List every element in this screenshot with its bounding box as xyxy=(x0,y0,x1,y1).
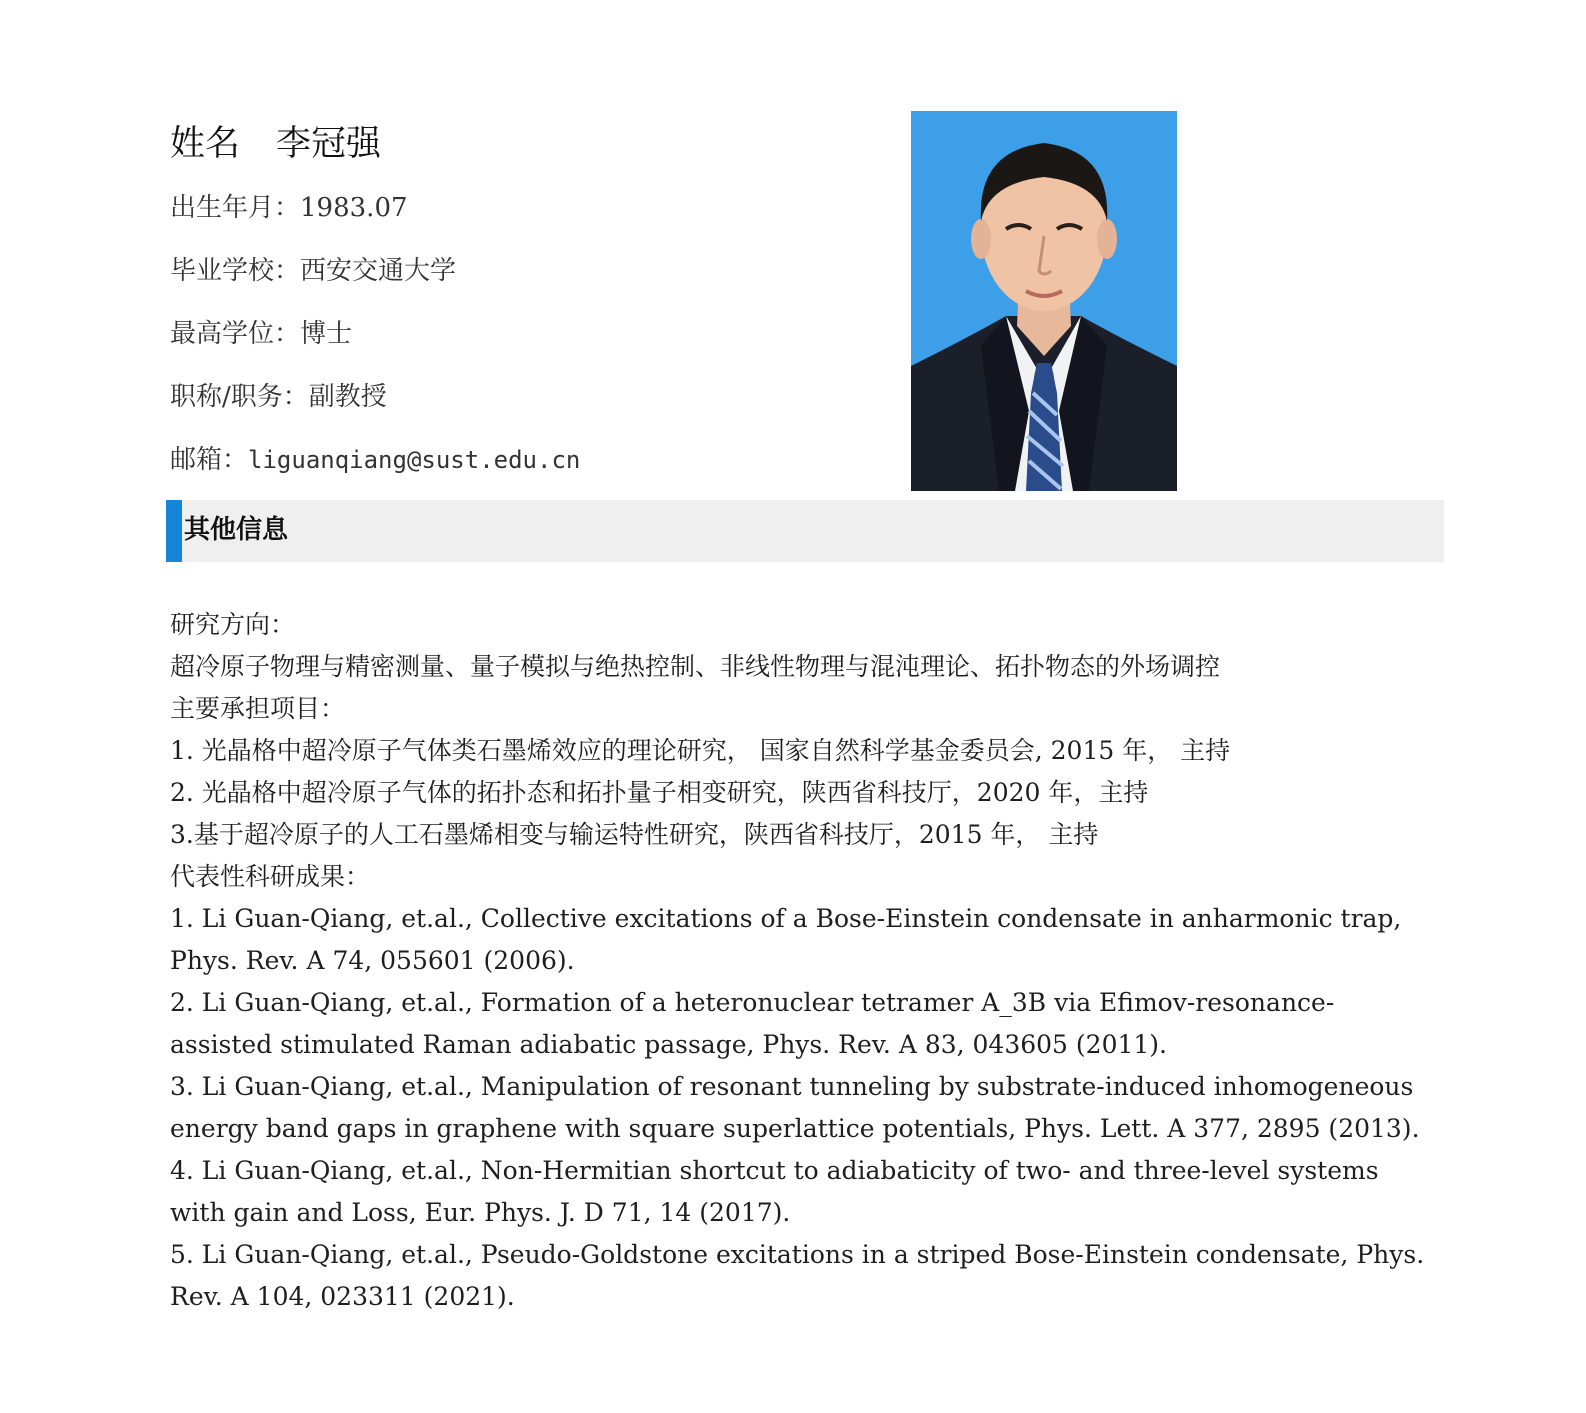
research-text: 超冷原子物理与精密测量、量子模拟与绝热控制、非线性物理与混沌理论、拓扑物态的外场调控 xyxy=(170,652,1221,681)
name-label: 姓名 xyxy=(170,124,241,164)
profile-info xyxy=(170,118,870,505)
result-item: 5. Li Guan-Qiang, et.al., Pseudo-Goldstone excitations in a striped Bose-Einstein condensate, Phys. Rev. A 104, 023311 (2021). xyxy=(170,1240,1425,1311)
result-item: 3. Li Guan-Qiang, et.al., Manipulation of resonant tunneling by substrate-induced inhomogeneous energy band gaps in graphene with square superlattice potentials, Phys. Lett. A 377, 2895 (2013). xyxy=(170,1072,1420,1143)
school-label: 毕业学校： xyxy=(170,256,301,286)
school-row xyxy=(170,253,870,289)
title-label: 职称/职务： xyxy=(170,382,309,412)
birth-row xyxy=(170,190,870,226)
research-heading: 研究方向： xyxy=(170,610,296,639)
title-value: 副教授 xyxy=(308,382,387,412)
birth-value: 1983.07 xyxy=(300,193,408,223)
results-heading: 代表性科研成果： xyxy=(170,862,371,891)
project-item: 1. 光晶格中超冷原子气体类石墨烯效应的理论研究， 国家自然科学基金委员会, 2015 年， 主持 xyxy=(170,736,1231,765)
portrait-photo xyxy=(911,111,1177,491)
title-row xyxy=(170,379,870,415)
portrait-photo-illustration xyxy=(911,111,1177,491)
degree-value: 博士 xyxy=(300,319,353,349)
email-row xyxy=(170,442,870,478)
section-accent-bar xyxy=(166,500,182,562)
content-body xyxy=(170,604,1440,1318)
project-item: 2. 光晶格中超冷原子气体的拓扑态和拓扑量子相变研究，陕西省科技厅，2020 年，主持 xyxy=(170,778,1149,807)
degree-row xyxy=(170,316,870,352)
result-item: 4. Li Guan-Qiang, et.al., Non-Hermitian shortcut to adiabaticity of two- and three-level systems with gain and Loss, Eur. Phys. J. D 71, 14 (2017). xyxy=(170,1156,1379,1227)
result-item: 1. Li Guan-Qiang, et.al., Collective excitations of a Bose-Einstein condensate in anharmonic trap, Phys. Rev. A 74, 055601 (2006). xyxy=(170,904,1402,975)
section-header xyxy=(166,500,1444,562)
project-item: 3.基于超冷原子的人工石墨烯相变与输运特性研究，陕西省科技厅，2015 年， 主持 xyxy=(170,820,1099,849)
name-line xyxy=(170,118,870,170)
projects-heading: 主要承担项目： xyxy=(170,694,346,723)
result-item: 2. Li Guan-Qiang, et.al., Formation of a heteronuclear tetramer A_3B via Efimov-resonance- assisted stimulated Raman adiabatic passage, Phys. Rev. A 83, 043605 (2011). xyxy=(170,988,1335,1059)
email-value[interactable]: liguanqiang@sust.edu.cn xyxy=(248,446,581,474)
school-value: 西安交通大学 xyxy=(300,256,457,286)
degree-label: 最高学位： xyxy=(170,319,301,349)
birth-label: 出生年月： xyxy=(170,193,301,223)
email-label: 邮箱： xyxy=(170,445,249,475)
name-value: 李冠强 xyxy=(276,124,382,164)
section-title: 其他信息 xyxy=(184,515,289,545)
